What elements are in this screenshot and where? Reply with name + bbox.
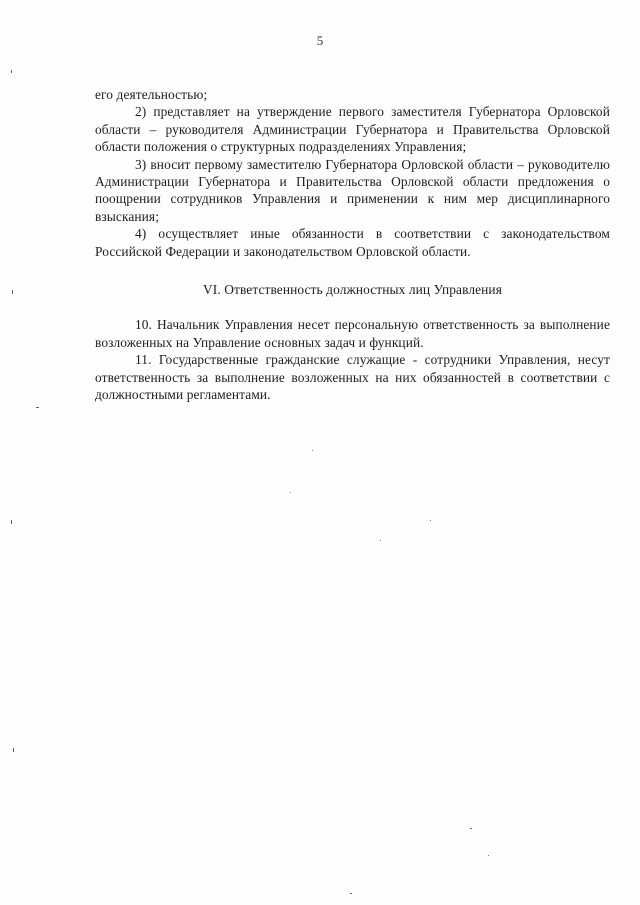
scan-speck — [470, 828, 472, 829]
scan-speck — [36, 407, 39, 408]
paragraph-clause-11: 11. Государственные гражданские служащие - сотрудники Управления, несут ответственность за выполнение возложенных на них обязанностей в соответствии с должностными регламентами. — [95, 352, 610, 403]
scan-speck — [12, 290, 13, 294]
scan-speck — [290, 492, 291, 493]
scan-speck — [11, 70, 12, 73]
paragraph-item-4: 4) осуществляет иные обязанности в соответствии с законодательством Российской Федерации и законодательством Орловской области. — [95, 226, 610, 259]
scan-speck — [488, 855, 489, 856]
page-number: 5 — [316, 33, 324, 48]
paragraph-continuation: его деятельностью; — [95, 87, 208, 102]
scan-speck — [380, 540, 381, 541]
paragraph-item-3: 3) вносит первому заместителю Губернатора Орловской области – руководителю Администрации Губернатора и Правительства Орловской области предложения о поощрении сотрудников Управления и применении к ним мер дисциплинарного взыскания; — [95, 156, 610, 224]
document-body — [95, 86, 610, 404]
scan-speck — [350, 893, 352, 894]
section-heading: VI. Ответственность должностных лиц Управления — [203, 282, 502, 298]
scan-speck — [11, 520, 12, 524]
scan-speck — [13, 748, 14, 752]
scan-speck — [430, 520, 431, 521]
scan-speck — [312, 450, 313, 451]
paragraph-clause-10: 10. Начальник Управления несет персональную ответственность за выполнение возложенных на Управление основных задач и функций. — [95, 317, 610, 350]
paragraph-item-2: 2) представляет на утверждение первого заместителя Губернатора Орловской области – руководителя Администрации Губернатора и Правительства Орловской области положения о структурных подразделениях Управления; — [95, 104, 610, 155]
